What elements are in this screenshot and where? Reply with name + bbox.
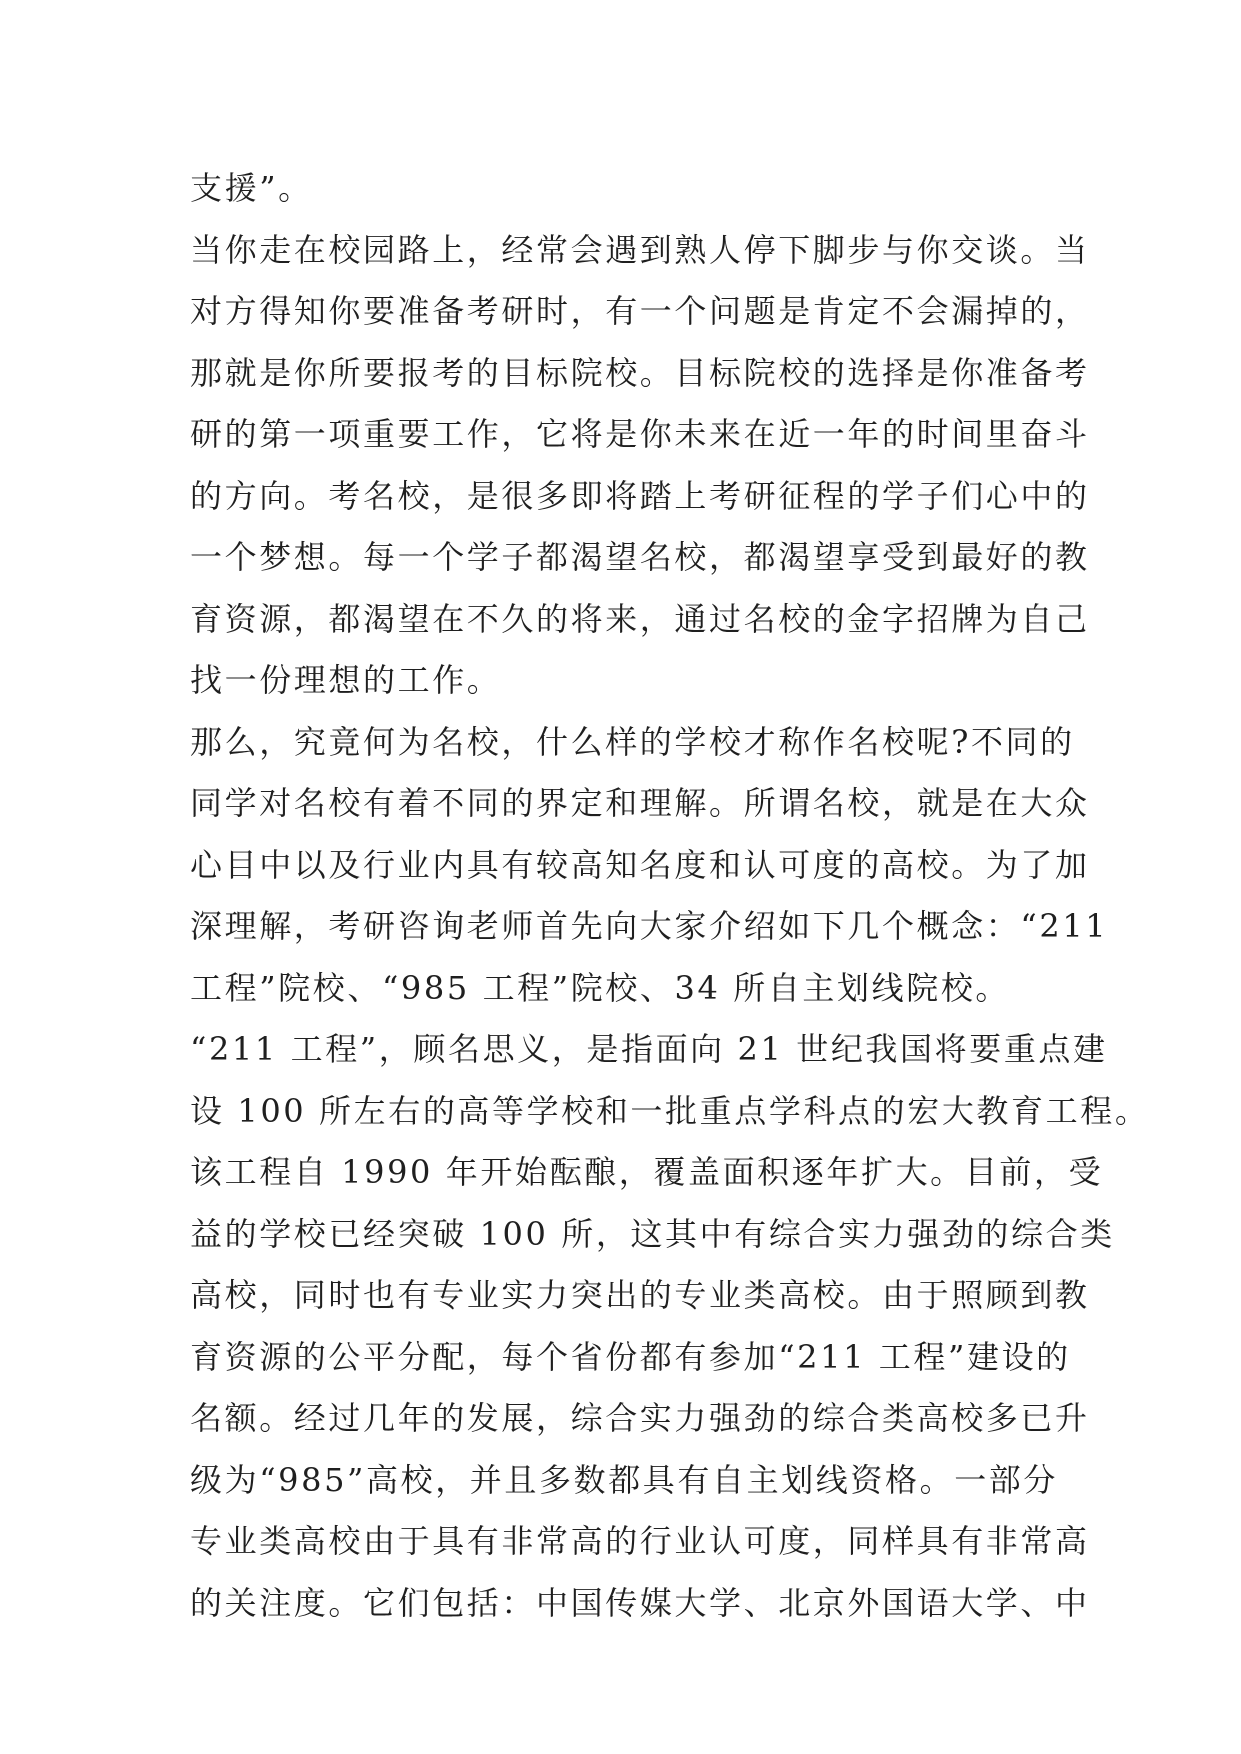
text-line: 那么，究竟何为名校，什么样的学校才称作名校呢?不同的 <box>190 722 1075 761</box>
text-line: 育资源，都渴望在不久的将来，通过名校的金字招牌为自己 <box>190 599 1090 638</box>
text-line: 高校，同时也有专业实力突出的专业类高校。由于照顾到教 <box>190 1276 1090 1314</box>
text-line: 设 100 所左右的高等学校和一批重点学科点的宏大教育工程。 <box>190 1091 1150 1130</box>
text-line: 级为“985”高校，并且多数都具有自主划线资格。一部分 <box>190 1460 1058 1499</box>
text-line: 支援”。 <box>190 169 313 207</box>
text-line: 同学对名校有着不同的界定和理解。所谓名校，就是在大众 <box>190 784 1090 822</box>
text-line: 深理解，考研咨询老师首先向大家介绍如下几个概念：“211 <box>190 907 1109 945</box>
text-line: 当你走在校园路上，经常会遇到熟人停下脚步与你交谈。当 <box>190 230 1090 269</box>
text-line: “211 工程”，顾名思义，是指面向 21 世纪我国将要重点建 <box>190 1030 1108 1068</box>
text-line: 的关注度。它们包括：中国传媒大学、北京外国语大学、中 <box>190 1583 1090 1622</box>
text-line: 专业类高校由于具有非常高的行业认可度，同样具有非常高 <box>190 1522 1090 1560</box>
text-line: 育资源的公平分配，每个省份都有参加“211 工程”建设的 <box>190 1337 1071 1376</box>
text-line: 那就是你所要报考的目标院校。目标院校的选择是你准备考 <box>190 353 1090 392</box>
text-line: 对方得知你要准备考研时，有一个问题是肯定不会漏掉的， <box>190 292 1090 330</box>
text-line: 该工程自 1990 年开始酝酿，覆盖面积逐年扩大。目前，受 <box>190 1153 1104 1191</box>
text-line: 的方向。考名校，是很多即将踏上考研征程的学子们心中的 <box>190 476 1090 515</box>
text-line: 研的第一项重要工作，它将是你未来在近一年的时间里奋斗 <box>190 415 1090 453</box>
text-line: 找一份理想的工作。 <box>190 661 502 699</box>
text-line: 名额。经过几年的发展，综合实力强劲的综合类高校多已升 <box>190 1399 1090 1437</box>
text-line: 工程”院校、“985 工程”院校、34 所自主划线院校。 <box>190 968 1011 1007</box>
text-line: 一个梦想。每一个学子都渴望名校，都渴望享受到最好的教 <box>190 538 1090 576</box>
text-line: 心目中以及行业内具有较高知名度和认可度的高校。为了加 <box>190 845 1090 884</box>
body-text <box>190 158 1150 1634</box>
text-line: 益的学校已经突破 100 所，这其中有综合实力强劲的综合类 <box>190 1214 1115 1253</box>
